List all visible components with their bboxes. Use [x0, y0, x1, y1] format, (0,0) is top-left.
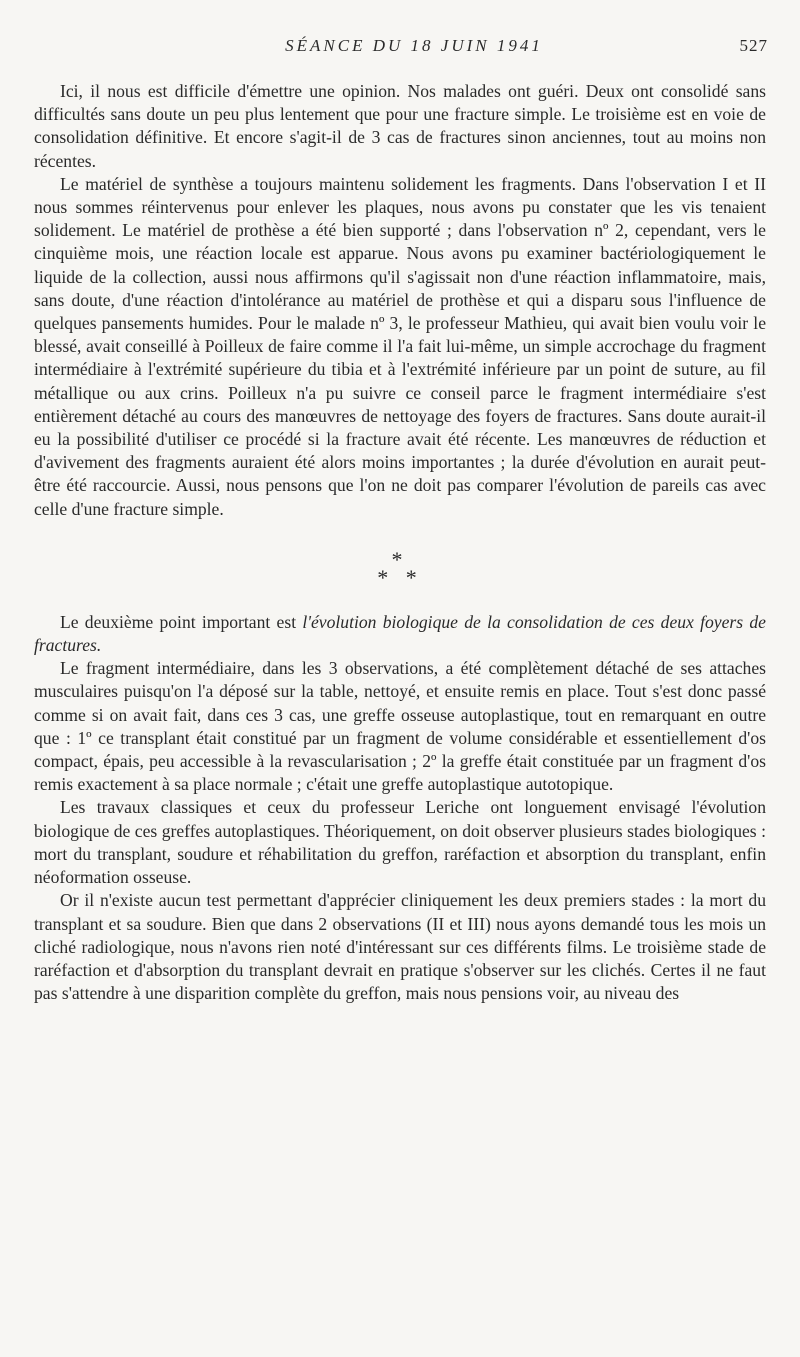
- section2-intro-emphasis: l'évolution biologique de la consolidation de ces deux foyers de fractures.: [34, 611, 766, 656]
- paragraph: Ici, il nous est difficile d'émettre une opinion. Nos malades ont guéri. Deux ont consolidé sans difficultés sans doute un peu plus lentement que pour une fracture simple. Le troisième est en voie de consolidation définitive. Et encore s'agit-il de 3 cas de fractures sinon anciennes, tout au moins non récentes.: [34, 81, 766, 171]
- page-number: 527: [739, 36, 768, 55]
- separator-star-top: *: [391, 546, 409, 572]
- paragraph: Le fragment intermédiaire, dans les 3 observations, a été complètement détaché de ses attaches musculaires puisqu'on l'a déposé sur la table, nettoyé, et ensuite remis en place. Tout s'est donc passé comme si on avait fait, dans ces 3 cas, une greffe osseuse autoplastique, tout en remarquant en outre que : 1º ce transplant était constitué par un fragment de volume considérable et essentiellement d'os compact, épais, peu accessible à la revascularisation ; 2º la greffe était constituée par un fragment d'os remis exactement à sa place normale ; c'était une greffe autoplastique autotopique.: [34, 658, 766, 795]
- section2-intro-lead: Le deuxième point important est: [60, 611, 303, 632]
- section-separator: [34, 546, 766, 590]
- paragraph: Les travaux classiques et ceux du professeur Leriche ont longuement envisagé l'évolution biologique de ces greffes autoplastiques. Théoriquement, on doit observer plusieurs stades biologiques : mort du transplant, soudure et réhabilitation du greffon, raréfaction et absorption du transplant, enfin néoformation osseuse.: [34, 797, 766, 888]
- separator-stars-bottom: * *: [377, 564, 423, 590]
- running-header: [60, 36, 768, 60]
- body-text: [34, 80, 766, 1005]
- section2-intro-paragraph: [34, 611, 766, 657]
- paragraph: Le matériel de synthèse a toujours maintenu solidement les fragments. Dans l'observation I et II nous sommes réintervenus pour enlever les plaques, nous avons pu constater que les vis tenaient solidement. Le matériel de prothèse a été bien supporté ; dans l'observation nº 2, cependant, vers le cinquième mois, une réaction locale est apparue. Nous avons pu examiner bactériologiquement le liquide de la collection, aussi nous affirmons qu'il s'agissait non d'une réaction inflammatoire, mais, sans doute, d'une réaction d'intolérance au matériel de prothèse et qui a disparu sous l'influence de quelques pansements humides. Pour le malade nº 3, le professeur Mathieu, qui avait bien voulu voir le blessé, avait conseillé à Poilleux de faire comme il l'a fait lui-même, un simple accrochage du fragment intermédiaire à l'extrémité supérieure du tibia et à l'extrémité inférieure par un point de suture, au fil métallique ou aux crins. Poilleux n'a pu suivre ce conseil parce le fragment intermédiaire s'est entièrement détaché au cours des manœuvres de nettoyage des foyers de fractures. Sans doute aurait-il eu la possibilité d'utiliser ce procédé si la fracture avait été récente. Les manœuvres de réduction et d'avivement des fragments auraient été alors moins importantes ; la durée d'évolution en aurait peut-être été raccourcie. Aussi, nous pensons que l'on ne doit pas comparer l'évolution de pareils cas avec celle d'une fracture simple.: [34, 173, 766, 519]
- header-title: SÉANCE DU 18 JUIN 1941: [285, 36, 543, 55]
- paragraph: Or il n'existe aucun test permettant d'apprécier cliniquement les deux premiers stades : la mort du transplant et sa soudure. Bien que dans 2 observations (II et III) nous ayons demandé tous les mois un cliché radiologique, nous n'avons rien noté d'intéressant sur ces différents films. Le troisième stade de raréfaction et d'absorption du transplant devrait en pratique s'observer sur les clichés. Certes il ne faut pas s'attendre à une disparition complète du greffon, mais nous pensions voir, au niveau des: [34, 890, 766, 1004]
